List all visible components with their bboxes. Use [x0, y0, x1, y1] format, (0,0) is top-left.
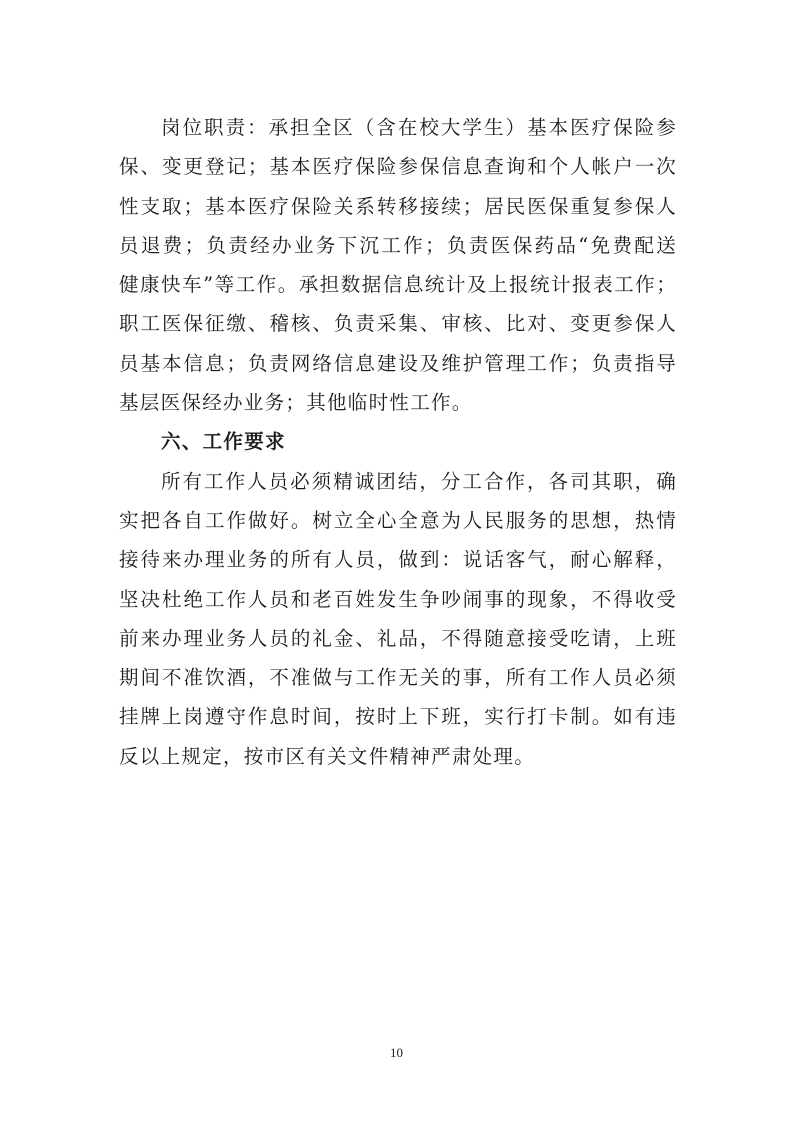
text-line: 期间不准饮酒，不准做与工作无关的事，所有工作人员必须 — [119, 666, 677, 690]
text-line: 基层医保经办业务；其他临时性工作。 — [119, 391, 473, 415]
text-line: 员基本信息；负责网络信息建设及维护管理工作；负责指导 — [119, 351, 677, 375]
document-body — [119, 108, 677, 776]
text-line: 岗位职责：承担全区（含在校大学生）基本医疗保险参 — [161, 116, 677, 139]
text-line: 反以上规定，按市区有关文件精神严肃处理。 — [119, 744, 536, 768]
duties-paragraph — [119, 108, 677, 422]
text-line: 前来办理业务人员的礼金、礼品，不得随意接受吃请，上班 — [119, 626, 677, 650]
text-line: 职工医保征缴、稽核、负责采集、审核、比对、变更参保人 — [119, 312, 677, 336]
text-line: 性支取；基本医疗保险关系转移接续；居民医保重复参保人 — [119, 194, 677, 218]
text-line: 挂牌上岗遵守作息时间，按时上下班，实行打卡制。如有违 — [119, 705, 677, 729]
text-line: 保、变更登记；基本医疗保险参保信息查询和个人帐户一次 — [119, 155, 677, 179]
text-line: 所有工作人员必须精诚团结，分工合作，各司其职，确 — [161, 469, 677, 493]
text-line: 健康快车”等工作。承担数据信息统计及上报统计报表工作； — [119, 273, 677, 297]
text-line: 实把各自工作做好。树立全心全意为人民服务的思想，热情 — [119, 508, 677, 532]
requirements-paragraph — [119, 462, 677, 776]
page-number: 10 — [390, 1045, 403, 1060]
section-heading: 六、工作要求 — [161, 430, 286, 454]
text-line: 坚决杜绝工作人员和老百姓发生争吵闹事的现象，不得收受 — [119, 587, 677, 611]
text-line: 员退费；负责经办业务下沉工作；负责医保药品“免费配送 — [119, 233, 677, 257]
text-line: 接待来办理业务的所有人员，做到：说话客气，耐心解释， — [119, 548, 677, 572]
